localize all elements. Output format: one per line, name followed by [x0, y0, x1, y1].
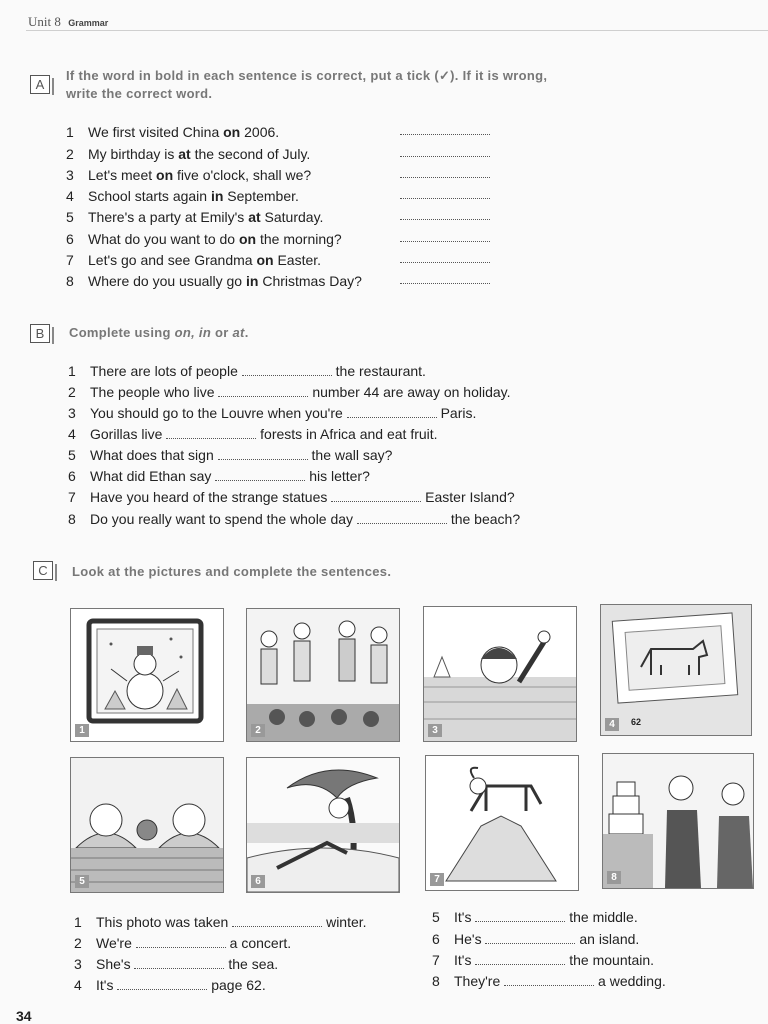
answer-blank[interactable]: [475, 954, 565, 965]
unit-label: Unit 8: [28, 14, 61, 29]
item-text: the morning?: [256, 231, 342, 247]
item-number: 7: [66, 252, 74, 268]
picture-3-swimmer: [423, 606, 577, 742]
item-text: a wedding.: [598, 973, 666, 989]
answer-blank[interactable]: [357, 513, 447, 524]
answer-blank[interactable]: [485, 933, 575, 944]
item-text: the restaurant.: [335, 363, 426, 379]
item-bold-word: on: [238, 231, 257, 247]
item-text: My birthday is: [88, 146, 179, 162]
item-bold-word: at: [178, 146, 191, 162]
item-bold-word: at: [248, 209, 261, 225]
answer-blank[interactable]: [215, 470, 305, 481]
item-number: 1: [66, 124, 74, 140]
page-number: 34: [16, 1008, 32, 1024]
section-label: Grammar: [68, 18, 109, 28]
answer-blank[interactable]: [504, 975, 594, 986]
item-text: Where do you usually go: [88, 273, 246, 289]
item-text: winter.: [326, 914, 367, 930]
answer-blank[interactable]: [400, 177, 490, 178]
answer-blank[interactable]: [347, 407, 437, 418]
picture-6-island: [246, 757, 400, 893]
item-text: Christmas Day?: [258, 273, 362, 289]
list-item: [66, 167, 311, 183]
item-number: 8: [68, 511, 76, 527]
item-text: his letter?: [309, 468, 370, 484]
item-number: 3: [66, 167, 74, 183]
answer-blank[interactable]: [242, 365, 332, 376]
item-number: 4: [68, 426, 76, 442]
picture-2-concert: [246, 608, 400, 742]
item-text: Do you really want to spend the whole day: [90, 511, 354, 527]
picture-4-book-page: [600, 604, 752, 736]
item-text: The people who live: [90, 384, 215, 400]
list-item: [68, 363, 426, 379]
picture-number: 3: [428, 724, 442, 737]
picture-5-cats-mouse: [70, 757, 224, 893]
list-item: [74, 914, 367, 930]
item-text: Have you heard of the strange statues: [90, 489, 328, 505]
list-item: [68, 384, 511, 400]
list-item: [74, 935, 291, 951]
list-item: [432, 909, 638, 925]
answer-blank[interactable]: [232, 916, 322, 927]
item-text: There are lots of people: [90, 363, 238, 379]
answer-blank[interactable]: [400, 156, 490, 157]
section-b-badge: B: [30, 324, 50, 343]
item-number: 2: [68, 384, 76, 400]
answer-blank[interactable]: [400, 241, 490, 242]
item-text: There's a party at Emily's: [88, 209, 249, 225]
item-bold-word: on: [223, 124, 241, 140]
answer-blank[interactable]: [134, 958, 224, 969]
answer-blank[interactable]: [400, 283, 490, 284]
list-item: [68, 426, 438, 442]
picture-1-snowman: [70, 608, 224, 742]
item-number: 6: [66, 231, 74, 247]
item-text: the beach?: [450, 511, 521, 527]
item-text: forests in Africa and eat fruit.: [260, 426, 438, 442]
list-item: [66, 124, 279, 140]
item-bold-word: in: [210, 188, 224, 204]
section-a-instruction-line1: If the word in bold in each sentence is correct, put a tick (✓). If it is wrong,: [66, 68, 548, 83]
section-a-badge: A: [30, 75, 50, 94]
item-number: 5: [432, 909, 440, 925]
item-text: What did Ethan say: [90, 468, 212, 484]
item-text: an island.: [579, 931, 640, 947]
item-text: September.: [223, 188, 299, 204]
answer-blank[interactable]: [166, 428, 256, 439]
answer-blank[interactable]: [400, 198, 490, 199]
item-number: 6: [68, 468, 76, 484]
section-c-instruction: Look at the pictures and complete the sentences.: [72, 564, 392, 579]
item-text: number 44 are away on holiday.: [312, 384, 511, 400]
item-text: Let's meet: [88, 167, 157, 183]
instruction-text: Complete using: [69, 325, 175, 340]
item-text: a concert.: [229, 935, 292, 951]
list-item: [432, 973, 666, 989]
answer-blank[interactable]: [400, 134, 490, 135]
item-text: Gorillas live: [90, 426, 163, 442]
item-number: 5: [68, 447, 76, 463]
item-text: What do you want to do: [88, 231, 239, 247]
picture-number: 8: [607, 871, 621, 884]
list-item: [432, 952, 654, 968]
item-text: five o'clock, shall we?: [173, 167, 312, 183]
item-bold-word: in: [245, 273, 259, 289]
item-number: 6: [432, 931, 440, 947]
header-divider: [26, 30, 768, 31]
item-text: Easter.: [273, 252, 322, 268]
item-text: You should go to the Louvre when you're: [90, 405, 343, 421]
list-item: [68, 489, 515, 505]
instruction-words: on, in: [174, 325, 212, 340]
picture-number: 2: [251, 724, 265, 737]
item-number: 7: [68, 489, 76, 505]
item-text: They're: [454, 973, 501, 989]
item-text: She's: [96, 956, 131, 972]
item-number: 1: [68, 363, 76, 379]
list-item: [66, 273, 362, 289]
item-text: the wall say?: [311, 447, 393, 463]
list-item: [66, 231, 342, 247]
list-item: [66, 146, 310, 162]
item-number: 4: [66, 188, 74, 204]
section-b-instruction: [69, 324, 249, 342]
picture-number: 7: [430, 873, 444, 886]
list-item: [74, 977, 266, 993]
item-number: 7: [432, 952, 440, 968]
list-item: [68, 447, 392, 463]
item-text: the sea.: [228, 956, 279, 972]
item-number: 8: [432, 973, 440, 989]
answer-blank[interactable]: [400, 262, 490, 263]
item-bold-word: on: [156, 167, 174, 183]
list-item: [66, 252, 321, 268]
answer-blank[interactable]: [475, 911, 565, 922]
item-text: Easter Island?: [425, 489, 515, 505]
item-text: We're: [96, 935, 132, 951]
item-number: 8: [66, 273, 74, 289]
item-number: 2: [74, 935, 82, 951]
item-number: 2: [66, 146, 74, 162]
answer-blank[interactable]: [331, 491, 421, 502]
list-item: [68, 468, 370, 484]
section-a-instruction-line2: write the correct word.: [66, 86, 213, 101]
item-text: School starts again: [88, 188, 211, 204]
list-item: [66, 188, 299, 204]
item-text: This photo was taken: [96, 914, 229, 930]
item-text: 2006.: [240, 124, 280, 140]
item-number: 3: [68, 405, 76, 421]
item-number: 5: [66, 209, 74, 225]
list-item: [66, 209, 323, 225]
section-a-instruction: [66, 67, 547, 103]
page-header: [28, 14, 108, 30]
item-number: 3: [74, 956, 82, 972]
item-text: Let's go and see Grandma: [88, 252, 257, 268]
list-item: [432, 931, 639, 947]
item-text: We first visited China: [88, 124, 224, 140]
picture-number: 4: [605, 718, 619, 731]
instruction-text: or: [211, 325, 233, 340]
page-number-label: 62: [631, 717, 642, 727]
picture-8-wedding: [602, 753, 754, 889]
list-item: [68, 511, 520, 527]
instruction-word: at: [232, 325, 245, 340]
item-text: the second of July.: [190, 146, 311, 162]
item-text: Paris.: [440, 405, 477, 421]
answer-blank[interactable]: [218, 449, 308, 460]
section-c-badge: C: [33, 561, 53, 580]
answer-blank[interactable]: [218, 386, 308, 397]
item-text: He's: [454, 931, 482, 947]
item-text: page 62.: [211, 977, 266, 993]
item-text: It's: [454, 909, 472, 925]
item-text: It's: [96, 977, 114, 993]
list-item: [68, 405, 476, 421]
item-text: Saturday.: [260, 209, 324, 225]
answer-blank[interactable]: [117, 979, 207, 990]
item-number: 1: [74, 914, 82, 930]
item-text: What does that sign: [90, 447, 214, 463]
picture-number: 6: [251, 875, 265, 888]
picture-number: 1: [75, 724, 89, 737]
item-bold-word: on: [256, 252, 274, 268]
item-text: It's: [454, 952, 472, 968]
item-text: the middle.: [569, 909, 638, 925]
item-text: the mountain.: [569, 952, 655, 968]
list-item: [74, 956, 278, 972]
picture-7-goat-mountain: [425, 755, 579, 891]
answer-blank[interactable]: [400, 219, 490, 220]
picture-number: 5: [75, 875, 89, 888]
item-number: 4: [74, 977, 82, 993]
instruction-text: .: [244, 325, 249, 340]
answer-blank[interactable]: [136, 937, 226, 948]
